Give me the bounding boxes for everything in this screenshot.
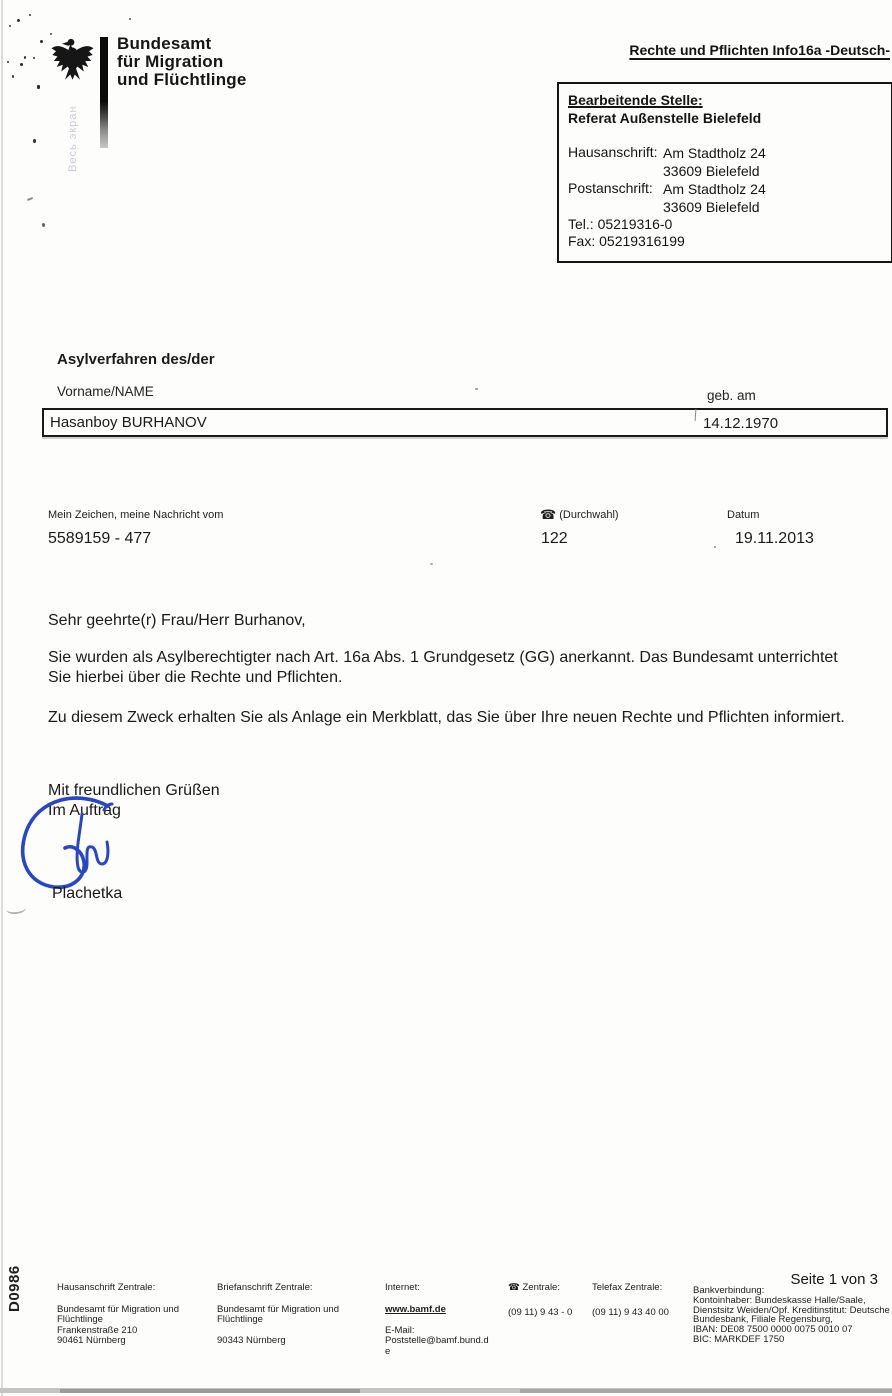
- letter-date-value: 19.11.2013: [735, 530, 814, 547]
- direct-dial-label: [540, 507, 619, 523]
- bank-line: BIC: MARKDEF 1750: [693, 1333, 785, 1345]
- direct-dial-value: 122: [541, 530, 568, 547]
- page-indicator: Seite 1 von 3: [790, 1271, 878, 1288]
- hausanschrift-street: Am Stadtholz 24: [663, 145, 766, 161]
- footer-telefax-value: (09 11) 9 43 40 00: [592, 1306, 669, 1318]
- scan-speck: [40, 40, 43, 43]
- bank-line: IBAN: DE08 7500 0000 0075 0010 07: [693, 1324, 853, 1336]
- scan-speck: [20, 63, 23, 66]
- scan-speck: [27, 197, 33, 201]
- logo-line: für Migration: [117, 52, 224, 71]
- handwritten-signature: [16, 792, 140, 890]
- footer-telefax-column: [592, 1283, 687, 1318]
- hausanschrift-city: 33609 Bielefeld: [663, 163, 760, 179]
- hausanschrift-label: Hausanschrift:: [568, 144, 658, 160]
- office-telephone: Tel.: 05219316-0: [568, 216, 673, 232]
- footer-line: 90461 Nürnberg: [57, 1335, 126, 1346]
- bank-line: Kontoinhaber: Bundeskasse Halle/Saale,: [693, 1294, 866, 1306]
- scan-speck: [29, 14, 31, 16]
- watermark-text: Весь экран: [67, 105, 79, 172]
- footer-line: 90343 Nürnberg: [217, 1335, 286, 1346]
- name-field-label: Vorname/NAME: [57, 384, 154, 399]
- date-of-birth-value: 14.12.1970: [703, 415, 779, 432]
- scan-speck: [33, 57, 35, 59]
- postanschrift-street: Am Stadtholz 24: [663, 181, 766, 197]
- scan-speck: [430, 563, 433, 565]
- footer-hausanschrift-label: Hausanschrift Zentrale:: [57, 1282, 156, 1293]
- reference-label: Mein Zeichen, meine Nachricht vom: [48, 509, 224, 521]
- bank-line: Dienstsitz Weiden/Opf. Kreditinstitut: Deutsche: [693, 1304, 890, 1316]
- salutation: Sehr geehrte(r) Frau/Herr Burhanov,: [48, 612, 306, 629]
- footer-line: Flüchtlinge: [217, 1314, 263, 1325]
- office-address-row: [568, 180, 891, 216]
- scan-speck: [475, 388, 478, 390]
- date-label: Datum: [727, 509, 760, 521]
- scan-speck: [17, 19, 20, 22]
- footer-internet-column: [385, 1283, 500, 1357]
- footer-internet-label: Internet:: [385, 1282, 420, 1293]
- logo-divider-bar: [100, 37, 108, 148]
- footer-zentrale-value: (09 11) 9 43 - 0: [508, 1306, 573, 1318]
- footer-zentrale-label-text: Zentrale:: [522, 1282, 560, 1293]
- phone-icon: ☎: [540, 507, 557, 522]
- scan-speck: [714, 546, 716, 548]
- footer-zentrale-label: [508, 1283, 588, 1294]
- phone-icon: ☎: [508, 1282, 520, 1293]
- footer-email-value: Poststelle@bamf.bund.d: [385, 1335, 489, 1346]
- scan-speck: [12, 75, 14, 78]
- footer-line: Bundesamt für Migration und: [217, 1303, 339, 1315]
- processing-office-box: [557, 82, 892, 263]
- body-paragraph: Sie wurden als Asylberechtigter nach Art. 16a Abs. 1 Grundgesetz (GG) anerkannt. Das Bundesamt unterrichtet Sie hierbei über die Rechte und Pflichten.: [48, 649, 838, 686]
- bank-line: Bankverbindung:: [693, 1285, 765, 1296]
- footer-line: Frankenstraße 210: [57, 1324, 138, 1336]
- scan-edge-left: [1, 0, 3, 1396]
- applicant-name-value: Hasanboy BURHANOV: [50, 414, 207, 431]
- footer-line: Bundesamt für Migration und: [57, 1303, 179, 1315]
- bank-line: Bundesbank, Filiale Regensburg,: [693, 1314, 833, 1326]
- federal-eagle-logo-icon: [50, 36, 95, 83]
- office-department: Referat Außenstelle Bielefeld: [568, 110, 762, 126]
- case-section-heading: Asylverfahren des/der: [57, 351, 215, 368]
- scan-speck: [37, 85, 40, 89]
- scan-speck: [7, 61, 9, 63]
- by-order-phrase: Im Auftrag: [48, 802, 121, 819]
- agency-logo-text: [117, 35, 247, 89]
- document-reference-title: Rechte und Pflichten Info16a -Deutsch-: [629, 42, 890, 58]
- scan-speck: [24, 56, 26, 59]
- footer-line: Flüchtlinge: [57, 1314, 103, 1325]
- footer-email-value: e: [385, 1345, 391, 1357]
- reference-number-value: 5589159 - 477: [48, 530, 152, 547]
- footer-email-label: E-Mail:: [385, 1324, 415, 1336]
- footer-bank-details: [693, 1286, 892, 1345]
- office-address-row: [568, 144, 891, 180]
- scan-speck: [42, 223, 45, 227]
- scan-speck: [50, 33, 52, 35]
- dob-field-label: geb. am: [707, 388, 756, 403]
- postanschrift-city: 33609 Bielefeld: [663, 199, 760, 215]
- scan-speck: [129, 18, 131, 20]
- scan-pen-mark: [5, 902, 26, 915]
- signer-name: Plachetka: [52, 885, 123, 902]
- scan-code-vertical: D0986: [6, 1265, 23, 1312]
- body-paragraph: Zu diesem Zweck erhalten Sie als Anlage ein Merkblatt, das Sie über Ihre neuen Rechte und Pflichten informiert.: [48, 709, 845, 726]
- footer-briefanschrift-column: [217, 1283, 367, 1347]
- closing-phrase: Mit freundlichen Grüßen: [48, 782, 220, 799]
- postanschrift-label: Postanschrift:: [568, 180, 653, 196]
- scan-speck: [33, 139, 36, 143]
- website-link-text: www.bamf.de: [385, 1303, 446, 1315]
- scan-edge-bottom-dark: [60, 1389, 360, 1393]
- office-box-title: Bearbeitende Stelle:: [568, 92, 703, 108]
- direct-dial-label-text: (Durchwahl): [559, 509, 619, 521]
- logo-line: und Flüchtlinge: [117, 70, 247, 89]
- logo-line: Bundesamt: [117, 34, 212, 53]
- office-fax: Fax: 05219316199: [568, 233, 685, 249]
- footer-hausanschrift-column: [57, 1283, 207, 1347]
- scan-edge-bottom-dark: [520, 1389, 892, 1393]
- footer-telefax-label: Telefax Zentrale:: [592, 1282, 663, 1293]
- footer-zentrale-column: [508, 1283, 588, 1318]
- scan-speck: [9, 25, 11, 27]
- footer-briefanschrift-label: Briefanschrift Zentrale:: [217, 1282, 313, 1293]
